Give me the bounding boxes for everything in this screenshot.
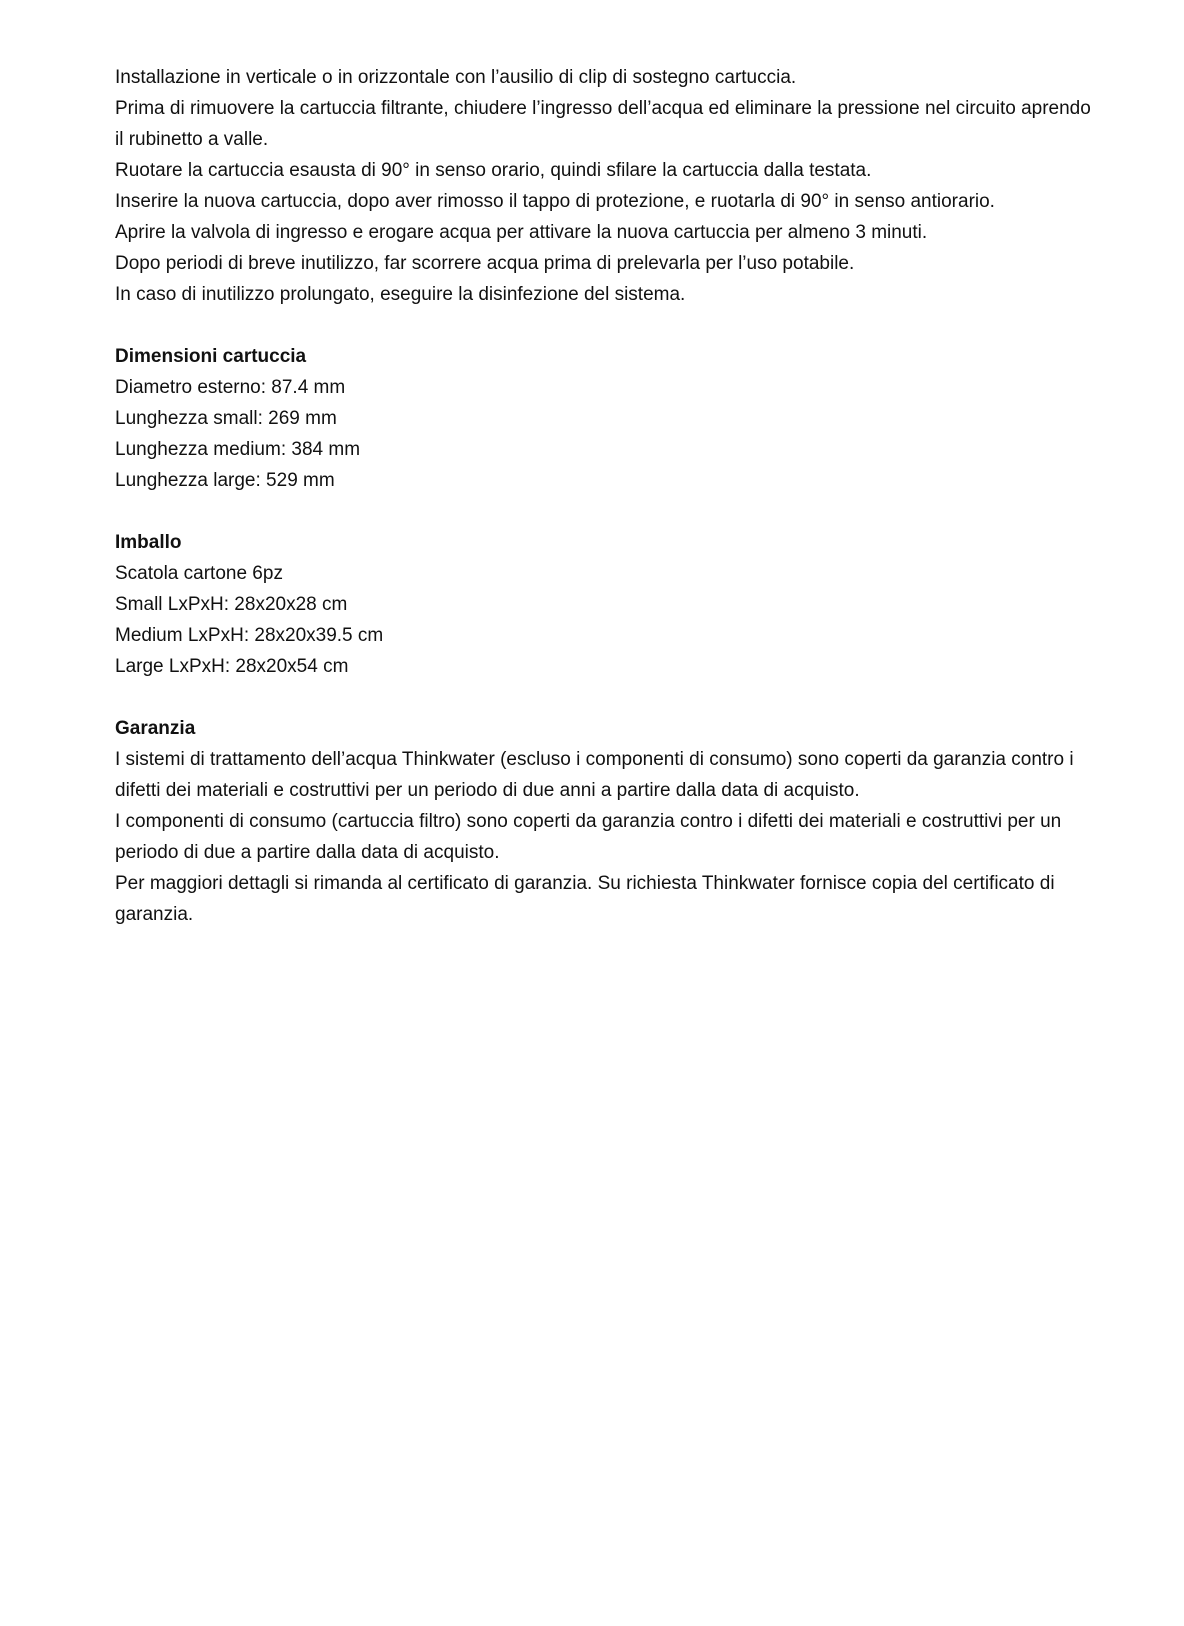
dimension-line: Lunghezza medium: 384 mm [115,439,361,460]
intro-paragraph: Inserire la nuova cartuccia, dopo aver rimosso il tappo di protezione, e ruotarla di 90° in senso antiorario. [115,191,995,212]
packaging-line: Small LxPxH: 28x20x28 cm [115,594,348,615]
warranty-heading: Garanzia [115,718,196,739]
packaging-line: Large LxPxH: 28x20x54 cm [115,656,349,677]
warranty-section [115,713,1095,930]
intro-paragraph: Aprire la valvola di ingresso e erogare acqua per attivare la nuova cartuccia per almeno 3 minuti. [115,222,928,243]
intro-paragraph: Dopo periodi di breve inutilizzo, far scorrere acqua prima di prelevarla per l’uso potabile. [115,253,855,274]
intro-paragraph: Prima di rimuovere la cartuccia filtrante, chiudere l’ingresso dell’acqua ed eliminare la pressione nel circuito aprendo il rubinetto a valle. [115,98,1091,150]
packaging-line: Scatola cartone 6pz [115,563,283,584]
intro-paragraph: Ruotare la cartuccia esausta di 90° in senso orario, quindi sfilare la cartuccia dalla testata. [115,160,872,181]
intro-section [115,62,1095,310]
warranty-paragraph: I componenti di consumo (cartuccia filtro) sono coperti da garanzia contro i difetti dei materiali e costruttivi per un periodo di due a partire dalla data di acquisto. [115,811,1062,863]
dimension-line: Diametro esterno: 87.4 mm [115,377,346,398]
dimension-line: Lunghezza large: 529 mm [115,470,335,491]
warranty-paragraph: Per maggiori dettagli si rimanda al certificato di garanzia. Su richiesta Thinkwater fornisce copia del certificato di garanzia. [115,873,1055,925]
dimension-line: Lunghezza small: 269 mm [115,408,337,429]
warranty-paragraph: I sistemi di trattamento dell’acqua Thinkwater (escluso i componenti di consumo) sono coperti da garanzia contro i difetti dei materiali e costruttivi per un periodo di due anni a partire dalla data di acquisto. [115,749,1074,801]
intro-paragraph: In caso di inutilizzo prolungato, eseguire la disinfezione del sistema. [115,284,686,305]
dimensions-section [115,341,1095,496]
intro-paragraph: Installazione in verticale o in orizzontale con l’ausilio di clip di sostegno cartuccia. [115,67,797,88]
dimensions-heading: Dimensioni cartuccia [115,346,307,367]
document-body [115,62,1095,930]
packaging-line: Medium LxPxH: 28x20x39.5 cm [115,625,384,646]
packaging-section [115,527,1095,682]
packaging-heading: Imballo [115,532,182,553]
